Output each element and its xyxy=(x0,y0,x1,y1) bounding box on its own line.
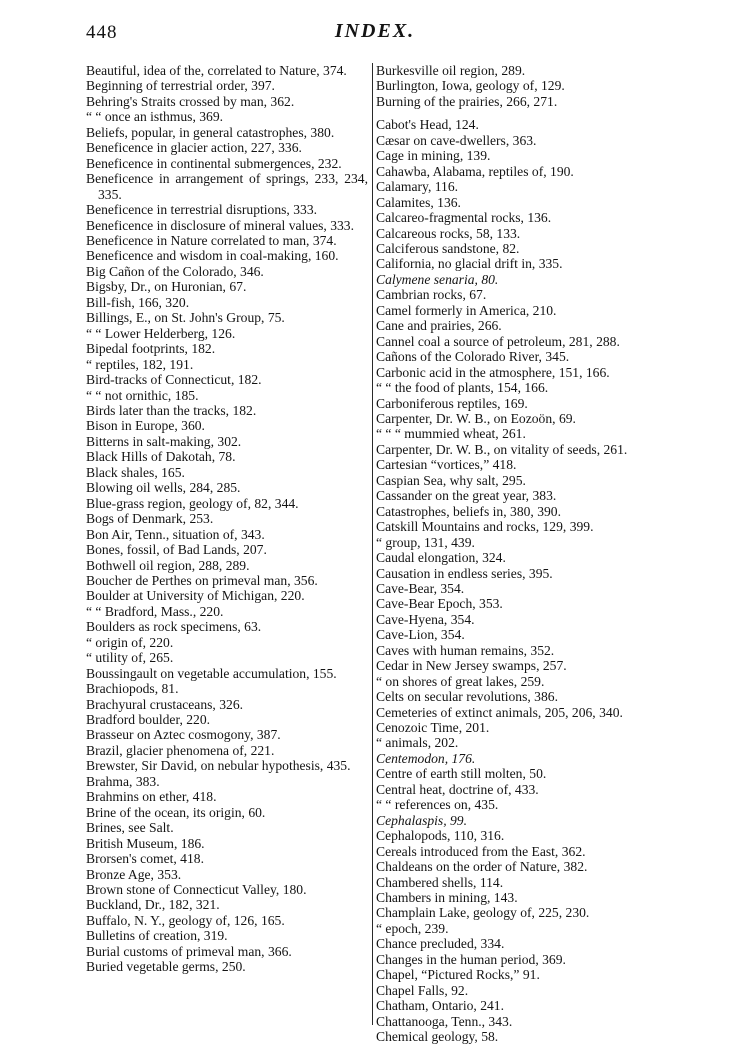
index-entry: Blowing oil wells, 284, 285. xyxy=(86,480,241,496)
index-entry: Cahawba, Alabama, reptiles of, 190. xyxy=(376,163,574,179)
index-entry: Billings, E., on St. John's Group, 75. xyxy=(86,310,285,326)
index-entry: Blue-grass region, geology of, 82, 344. xyxy=(86,495,299,511)
index-entry: “ animals, 202. xyxy=(376,735,459,751)
index-entry: Buffalo, N. Y., geology of, 126, 165. xyxy=(86,912,285,928)
index-entry: Chambers in mining, 143. xyxy=(376,890,518,906)
index-entry: Beliefs, popular, in general catastrophes, 380. xyxy=(86,124,335,140)
index-entry: Brines, see Salt. xyxy=(86,820,174,836)
index-entry: “ “ “ mummied wheat, 261. xyxy=(376,426,526,442)
index-entry: Bigsby, Dr., on Huronian, 67. xyxy=(86,279,247,295)
index-entry: Beginning of terrestrial order, 397. xyxy=(86,78,275,94)
index-entry: Cave-Bear, 354. xyxy=(376,580,465,596)
index-entry: Birds later than the tracks, 182. xyxy=(86,402,257,418)
index-entry: Boulders as rock specimens, 63. xyxy=(86,619,262,635)
index-entry: Beneficence in glacier action, 227, 336. xyxy=(86,140,302,156)
index-entry: Bronze Age, 353. xyxy=(86,866,182,882)
index-entry: “ “ Bradford, Mass., 220. xyxy=(86,603,224,619)
index-entry: Cañons of the Colorado River, 345. xyxy=(376,349,570,365)
index-entry: Boucher de Perthes on primeval man, 356. xyxy=(86,572,318,588)
index-entry: Central heat, doctrine of, 433. xyxy=(376,781,539,797)
column-divider xyxy=(372,63,373,1025)
index-entry: Behring's Straits crossed by man, 362. xyxy=(86,93,295,109)
index-entry: “ origin of, 220. xyxy=(86,634,174,650)
index-entry: “ “ the food of plants, 154, 166. xyxy=(376,380,549,396)
index-entry: Beneficence and wisdom in coal-making, 160. xyxy=(86,248,339,264)
index-entry: Bitterns in salt-making, 302. xyxy=(86,433,242,449)
index-entry: Beautiful, idea of the, correlated to Nature, 374. xyxy=(86,63,347,78)
index-entry: Cenozoic Time, 201. xyxy=(376,720,490,736)
index-entry: “ reptiles, 182, 191. xyxy=(86,356,194,372)
index-entry: “ “ once an isthmus, 369. xyxy=(86,109,224,125)
index-entry: Buried vegetable germs, 250. xyxy=(86,959,246,975)
index-entry: Brewster, Sir David, on nebular hypothesis, 435. xyxy=(86,758,351,774)
index-entry: Cage in mining, 139. xyxy=(376,148,491,164)
index-entry: Chatham, Ontario, 241. xyxy=(376,998,504,1014)
index-entry: Burlington, Iowa, geology of, 129. xyxy=(376,78,565,94)
index-entry: Caves with human remains, 352. xyxy=(376,642,555,658)
index-entry: Bothwell oil region, 288, 289. xyxy=(86,557,250,573)
index-entry: Cæsar on cave-dwellers, 363. xyxy=(376,132,537,148)
index-entry: Chance precluded, 334. xyxy=(376,936,505,952)
index-entry: Chapel Falls, 92. xyxy=(376,982,469,998)
index-entry: Catskill Mountains and rocks, 129, 399. xyxy=(376,519,594,535)
index-column-right xyxy=(376,63,658,1045)
index-entry: British Museum, 186. xyxy=(86,835,205,851)
index-entry: “ “ Lower Helderberg, 126. xyxy=(86,325,236,341)
index-entry: Cedar in New Jersey swamps, 257. xyxy=(376,658,567,674)
index-entry: Brazil, glacier phenomena of, 221. xyxy=(86,742,275,758)
index-entry: Calamary, 116. xyxy=(376,179,459,195)
index-entry: Brown stone of Connecticut Valley, 180. xyxy=(86,882,307,898)
index-entry: “ epoch, 239. xyxy=(376,920,449,936)
index-entry: Calcareo-fragmental rocks, 136. xyxy=(376,210,552,226)
index-entry: Cephalopods, 110, 316. xyxy=(376,828,505,844)
index-entry xyxy=(376,109,658,117)
index-entry: Cambrian rocks, 67. xyxy=(376,287,487,303)
index-entry: Big Cañon of the Colorado, 346. xyxy=(86,263,264,279)
index-entry: “ on shores of great lakes, 259. xyxy=(376,673,545,689)
index-entry: Cassander on the great year, 383. xyxy=(376,488,557,504)
index-entry: Cabot's Head, 124. xyxy=(376,117,479,133)
index-entry: Boussingault on vegetable accumulation, 155. xyxy=(86,665,337,681)
index-entry: Cartesian “vortices,” 418. xyxy=(376,457,517,473)
index-entry: Carboniferous reptiles, 169. xyxy=(376,395,528,411)
index-entry: Bill-fish, 166, 320. xyxy=(86,294,190,310)
index-entry: Carpenter, Dr. W. B., on vitality of seeds, 261. xyxy=(376,441,628,457)
running-head: INDEX. xyxy=(334,20,416,42)
index-entry: Cannel coal a source of petroleum, 281, 288. xyxy=(376,333,620,349)
index-entry: Chambered shells, 114. xyxy=(376,874,504,890)
index-entry: Brasseur on Aztec cosmogony, 387. xyxy=(86,727,281,743)
index-entry: “ utility of, 265. xyxy=(86,650,174,666)
index-entry: Brachiopods, 81. xyxy=(86,681,179,697)
index-entry: Bogs of Denmark, 253. xyxy=(86,511,214,527)
index-entry: Burning of the prairies, 266, 271. xyxy=(376,93,558,109)
index-entry: Buckland, Dr., 182, 321. xyxy=(86,897,220,913)
index-entry: Carpenter, Dr. W. B., on Eozoön, 69. xyxy=(376,410,576,426)
index-entry: Brahma, 383. xyxy=(86,773,160,789)
index-entry: California, no glacial drift in, 335. xyxy=(376,256,563,272)
index-entry: Burkesville oil region, 289. xyxy=(376,63,526,78)
index-entry: Beneficence in arrangement of springs, 233, 234, 335. xyxy=(86,171,368,202)
index-entry: Brine of the ocean, its origin, 60. xyxy=(86,804,266,820)
index-entry: Bird-tracks of Connecticut, 182. xyxy=(86,372,262,388)
index-entry: Brorsen's comet, 418. xyxy=(86,851,204,867)
index-entry: Beneficence in disclosure of mineral values, 333. xyxy=(86,217,355,233)
index-entry: Cephalaspis, 99. xyxy=(376,812,468,828)
index-entry: Burial customs of primeval man, 366. xyxy=(86,943,292,959)
index-entry: Catastrophes, beliefs in, 380, 390. xyxy=(376,503,561,519)
index-entry: Cave-Hyena, 354. xyxy=(376,611,475,627)
index-entry: Champlain Lake, geology of, 225, 230. xyxy=(376,905,590,921)
index-entry: Chemical geology, 58. xyxy=(376,1029,499,1045)
index-entry: Black shales, 165. xyxy=(86,464,185,480)
index-entry: Calamites, 136. xyxy=(376,194,461,210)
index-entry: Bulletins of creation, 319. xyxy=(86,928,228,944)
index-entry: “ group, 131, 439. xyxy=(376,534,475,550)
index-entry: Caspian Sea, why salt, 295. xyxy=(376,472,526,488)
index-entry: Cave-Bear Epoch, 353. xyxy=(376,596,503,612)
index-entry: Calcareous rocks, 58, 133. xyxy=(376,225,521,241)
index-entry: Camel formerly in America, 210. xyxy=(376,302,557,318)
index-entry: Chattanooga, Tenn., 343. xyxy=(376,1013,513,1029)
index-entry: Cane and prairies, 266. xyxy=(376,318,502,334)
index-entry: “ “ not ornithic, 185. xyxy=(86,387,199,403)
index-entry: Cave-Lion, 354. xyxy=(376,627,465,643)
index-entry: Calciferous sandstone, 82. xyxy=(376,240,520,256)
index-entry: Changes in the human period, 369. xyxy=(376,951,566,967)
index-entry: Cemeteries of extinct animals, 205, 206, 340. xyxy=(376,704,623,720)
index-entry: Causation in endless series, 395. xyxy=(376,565,553,581)
index-entry: Beneficence in terrestrial disruptions, 333. xyxy=(86,202,318,218)
index-entry: Bones, fossil, of Bad Lands, 207. xyxy=(86,542,267,558)
page-number: 448 xyxy=(86,22,118,43)
index-entry: Bradford boulder, 220. xyxy=(86,712,211,728)
index-entry: Boulder at University of Michigan, 220. xyxy=(86,588,305,604)
index-entry: Centre of earth still molten, 50. xyxy=(376,766,547,782)
index-entry: Caudal elongation, 324. xyxy=(376,550,506,566)
index-entry: “ “ references on, 435. xyxy=(376,797,499,813)
index-entry: Beneficence in Nature correlated to man, 374. xyxy=(86,232,337,248)
index-columns xyxy=(86,63,666,1045)
index-entry: Chapel, “Pictured Rocks,” 91. xyxy=(376,967,540,983)
index-entry: Centemodon, 176. xyxy=(376,750,476,766)
index-entry: Black Hills of Dakotah, 78. xyxy=(86,449,236,465)
index-entry: Calymene senaria, 80. xyxy=(376,271,499,287)
index-entry: Bipedal footprints, 182. xyxy=(86,341,216,357)
index-entry: Chaldeans on the order of Nature, 382. xyxy=(376,859,588,875)
index-entry: Carbonic acid in the atmosphere, 151, 166. xyxy=(376,364,610,380)
index-entry: Brahmins on ether, 418. xyxy=(86,789,217,805)
index-entry: Bison in Europe, 360. xyxy=(86,418,205,434)
index-column-left xyxy=(86,63,368,1028)
index-entry: Beneficence in continental submergences, 232. xyxy=(86,155,342,171)
index-entry: Celts on secular revolutions, 386. xyxy=(376,689,558,705)
index-entry: Brachyural crustaceans, 326. xyxy=(86,696,244,712)
index-entry: Bon Air, Tenn., situation of, 343. xyxy=(86,526,265,542)
index-entry: Cereals introduced from the East, 362. xyxy=(376,843,586,859)
